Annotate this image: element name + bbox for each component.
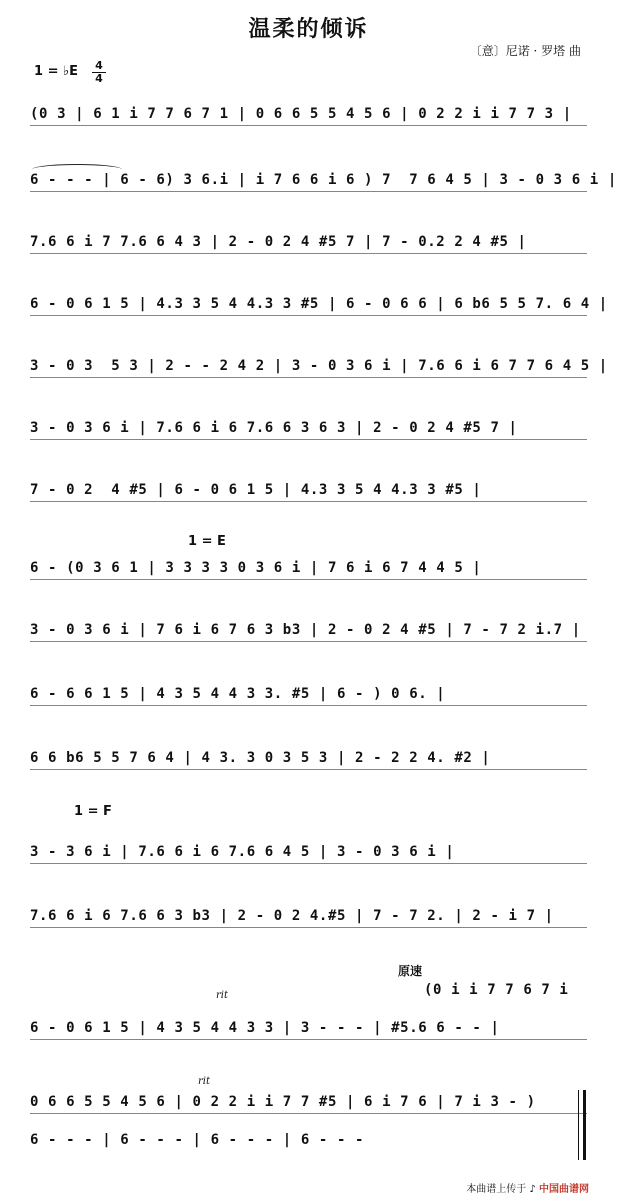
score-row: [0, 842, 617, 872]
time-signature-top: 4: [95, 59, 103, 72]
beam-line: [30, 439, 587, 440]
footer-prefix: 本曲谱上传于: [466, 1184, 527, 1195]
score-row: [0, 356, 617, 386]
notation-line: 7.6 6 i 7 7.6 6 4 3 | 2 - 0 2 4 #5 7 | 7 - 0.2 2 4 #5 |: [30, 234, 527, 250]
score-row: [0, 232, 617, 262]
score-row: [0, 1092, 617, 1122]
beam-line: [30, 927, 587, 928]
notation-line: 3 - 3 6 i | 7.6 6 i 6 7.6 6 4 5 | 3 - 0 3 6 i |: [30, 844, 455, 860]
beam-line: [30, 377, 587, 378]
score-title: 温柔的倾诉: [248, 16, 369, 42]
score-row: [0, 558, 617, 588]
notation-line: 6 - 0 6 1 5 | 4.3 3 5 4 4.3 3 #5 | 6 - 0 6 6 | 6 b6 5 5 7. 6 4 |: [30, 296, 608, 312]
beam-line: [30, 863, 587, 864]
key-change-e: 1 = E: [188, 534, 226, 549]
notation-line: (0 3 | 6 1 i 7 7 6 7 1 | 0 6 6 5 5 4 5 6 | 0 2 2 i i 7 7 3 |: [30, 106, 572, 122]
notation-line: 6 6 b6 5 5 7 6 4 | 4 3. 3 0 3 5 3 | 2 - 2 2 4. #2 |: [30, 750, 491, 766]
notation-line: 6 - 6 6 1 5 | 4 3 5 4 4 3 3. #5 | 6 - ) 0 6. |: [30, 686, 446, 702]
beam-line: [30, 769, 587, 770]
rit-marking: rit: [198, 1076, 210, 1087]
key-signature: 1 = ♭E: [34, 64, 79, 79]
beam-line: [30, 253, 587, 254]
beam-line: [30, 315, 587, 316]
beam-line: [30, 1039, 587, 1040]
notation-line: 6 - - - | 6 - 6) 3 6.i | i 7 6 6 i 6 ) 7 7 6 4 5 | 3 - 0 3 6 i |: [30, 172, 617, 188]
notation-line: 3 - 0 3 6 i | 7 6 i 6 7 6 3 b3 | 2 - 0 2 4 #5 | 7 - 7 2 i.7 |: [30, 622, 581, 638]
score-row: [0, 748, 617, 778]
beam-line: [30, 705, 587, 706]
final-barline: [578, 1090, 586, 1160]
score-row: [0, 294, 617, 324]
score-row: [0, 170, 617, 200]
notation-line: 7 - 0 2 4 #5 | 6 - 0 6 1 5 | 4.3 3 5 4 4.3 3 #5 |: [30, 482, 482, 498]
tempo-marking: 原速: [398, 964, 423, 978]
score-row: [0, 620, 617, 650]
score-row: [0, 418, 617, 448]
beam-line: [30, 501, 587, 502]
score-row: [0, 906, 617, 936]
notation-line: 6 - (0 3 6 1 | 3 3 3 3 0 3 6 i | 7 6 i 6 7 4 4 5 |: [30, 560, 482, 576]
composer-credit: 〔意〕尼诺 · 罗塔 曲: [469, 44, 581, 58]
beam-line: [30, 125, 587, 126]
notation-line: 0 6 6 5 5 4 5 6 | 0 2 2 i i 7 7 #5 | 6 i 7 6 | 7 i 3 - ): [30, 1094, 536, 1110]
key-change-f: 1 = F: [74, 804, 112, 819]
footer-brand: 中国曲谱网: [539, 1184, 589, 1195]
notation-line: 3 - 0 3 6 i | 7.6 6 i 6 7.6 6 3 6 3 | 2 - 0 2 4 #5 7 |: [30, 420, 518, 436]
beam-line: [30, 579, 587, 580]
footer-credit: [466, 1180, 589, 1195]
notation-line: 7.6 6 i 6 7.6 6 3 b3 | 2 - 0 2 4.#5 | 7 - 7 2. | 2 - i 7 |: [30, 908, 554, 924]
time-signature: [92, 60, 106, 85]
beam-line: [30, 1113, 587, 1114]
intro-notation: (0 i i 7 7 6 7 i: [424, 982, 569, 998]
score-row: [0, 104, 617, 134]
beam-line: [30, 191, 587, 192]
notation-line: 6 - 0 6 1 5 | 4 3 5 4 4 3 3 | 3 - - - | #5.6 6 - - |: [30, 1020, 500, 1036]
rit-marking: rit: [216, 990, 228, 1001]
beam-line: [30, 641, 587, 642]
time-signature-bottom: 4: [92, 72, 106, 85]
score-row: [0, 480, 617, 510]
score-row: [0, 1018, 617, 1048]
note-icon: ♪: [529, 1184, 536, 1195]
bass-notation: 6 - - - | 6 - - - | 6 - - - | 6 - - -: [30, 1132, 365, 1148]
score-row: [0, 684, 617, 714]
notation-line: 3 - 0 3 5 3 | 2 - - 2 4 2 | 3 - 0 3 6 i | 7.6 6 i 6 7 7 6 4 5 |: [30, 358, 608, 374]
